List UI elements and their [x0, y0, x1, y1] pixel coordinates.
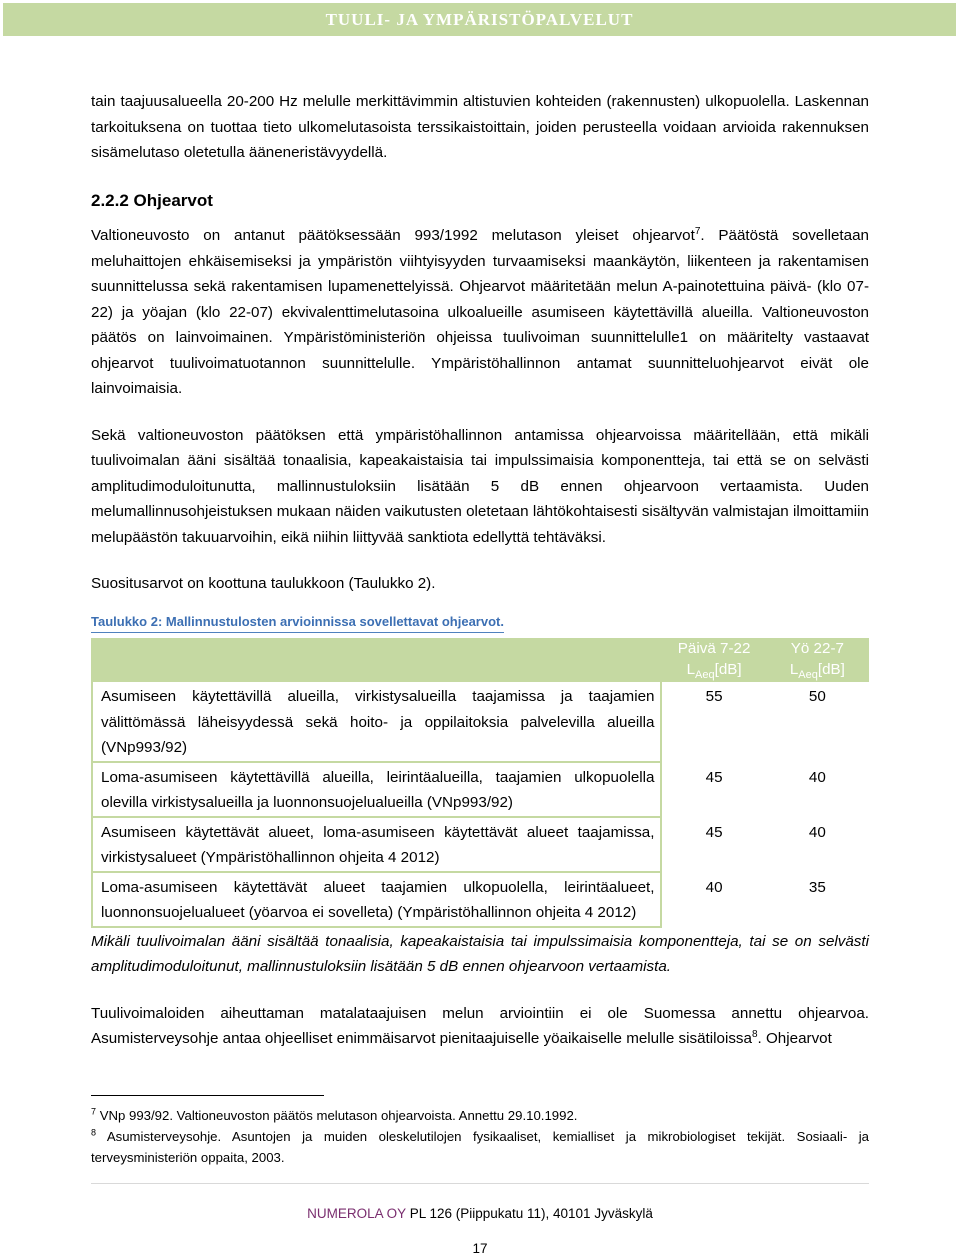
row-day-value: 45	[705, 768, 723, 786]
footnote-item: $^7$ VNp 993/92. Valtioneuvoston päätös melutason ohjearvoista. Annettu 29.10.1992.	[91, 1106, 578, 1123]
footnote-ref-8[interactable]: 8	[751, 1028, 758, 1040]
row-day-value: 40	[705, 878, 723, 896]
guideline-table	[91, 638, 869, 928]
footer-separator	[91, 1183, 869, 1184]
paragraph-tonal: Sekä valtioneuvoston päätöksen että ympäristöhallinnon antamissa ohjearvoissa määritellään, että mikäli tuulivoimalan ääni sisältää tonaalisia, kapeakaistaisia tai impulssimaisia komponentteja, tai että se on selvästi amplitudimoduloitunutta, mallinnustuloksiin lisätään 5 dB ennen ohjearvoon vertaamista. Uuden melumallinnusohjeistuksen mukaan näiden vaikutusten oletetaan lähtökohtaisesti sisältyvän valmistajan ilmoittamiin melupäästön takuuarvoihin, eikä niihin liittyvää sanktiota edellyttä tehtäväksi.	[91, 426, 869, 546]
footer-company: NUMEROLA OY	[307, 1206, 406, 1221]
footnote-ref-7[interactable]: 7	[694, 225, 701, 237]
page-footer	[0, 1206, 960, 1221]
intro-paragraph: tain taajuusalueella 20-200 Hz melulle merkittävimmin altistuvien kohteiden (rakennusten) ulkopuolella. Laskennan tarkoituksena on tuottaa tieto ulkomelutasoista terssikaistoittain, joiden perusteella voidaan arvioida rakennuksen sisämelutaso oletetulla ääneneristävyydellä.	[91, 93, 869, 161]
row-night-value: 50	[808, 688, 826, 705]
table-header-row	[91, 638, 869, 682]
footer-address: PL 126 (Piippukatu 11), 40101 Jyväskylä	[409, 1206, 653, 1221]
page-header-bar	[3, 3, 956, 36]
page-number: 17	[472, 1241, 488, 1256]
table-row	[91, 763, 869, 818]
header-day: Päivä 7-22 $L_{Aeq}[dB]$	[662, 638, 765, 682]
footnote-separator	[91, 1095, 324, 1096]
footnote-item: $^8$ Asumisterveysohje. Asuntojen ja muiden oleskelutilojen fysikaaliset, kemialliset ja mikrobiologiset tekijät. Sosiaali- ja terveysministeriön oppaita, 2003.	[91, 1127, 870, 1165]
row-night-value: 35	[808, 878, 826, 896]
table-row	[91, 873, 869, 928]
table-caption: Taulukko 2: Mallinnustulosten arvioinnissa sovellettavat ohjearvot.	[91, 613, 504, 631]
table-note: Mikäli tuulivoimalan ääni sisältää tonaalisia, kapeakaistaisia tai impulssimaisia komponentteja, tai se on selvästi amplitudimoduloitunut, mallinnustuloksiin lisätään 5 dB ennen ohjearvoon vertaamista.	[91, 932, 869, 975]
table-row	[91, 682, 869, 763]
row-description: Loma-asumiseen käytettävät alueet taajamien ulkopuolella, leirintäalueet, luonnonsuojelualueet (yöarvoa ei sovelleta) (Ympäristöhallinnon ohjeita 4 2012)	[91, 873, 662, 928]
document-body	[91, 89, 869, 1052]
row-night-value: 40	[808, 768, 826, 786]
row-description: Asumiseen käytettävillä alueilla, virkistysalueilla taajamissa ja taajamien välittömässä läheisyydessä sekä hoito- ja oppilaitoksia palvelevilla alueilla (VNp993/92)	[91, 682, 662, 763]
row-description: Asumiseen käytettävät alueet, loma-asumiseen käytettävät alueet taajamissa, virkistysalueet (Ympäristöhallinnon ohjeita 4 2012)	[91, 818, 662, 873]
header-night: Yö 22-7 $L_{Aeq}[dB]$	[766, 638, 869, 682]
row-day-value: 45	[705, 823, 723, 841]
header-empty-cell	[91, 638, 662, 682]
table-row	[91, 818, 869, 873]
section-heading: 2.2.2 Ohjearvot	[91, 190, 213, 210]
footnotes	[91, 1105, 869, 1168]
row-day-value: 55	[705, 688, 723, 705]
row-description: Loma-asumiseen käytettävillä alueilla, leirintäalueilla, taajamien ulkopuolella olevilla virkistysalueilla ja luonnonsuojelualueilla (VNp993/92)	[91, 763, 662, 818]
caption-underline	[91, 632, 504, 633]
closing-paragraph: Tuulivoimaloiden aiheuttaman matalataajuisen melun arviointiin ei ole Suomessa annettu ohjearvoa. Asumisterveysohje antaa ohjeelliset enimmäisarvot pienitaajuiselle yöaikaiselle melulle sisätiloissa$^8$. Ohjearvot	[91, 1004, 869, 1047]
paragraph-ohjearvot: Valtioneuvosto on antanut päätöksessään 993/1992 melutason yleiset ohjearvot$^7$. Päätöstä sovelletaan meluhaittojen ehkäisemiseksi ja ympäristön viihtyisyyden turvaamiseksi maankäytön, liikenteen ja rakentamisen suunnittelussa sekä rakentamisen lupamenettelyissä. Ohjearvot määritetään melun A-painotettuina päivä- (klo 07-22) ja yöajan (klo 22-07) ekvivalenttimelutasoina ulkoalueille asumiseen käytettävillä alueilla. Valtioneuvoston päätös on lainvoimainen. Ympäristöministeriön ohjeissa tuulivoiman suunnittelulle1 on määritelty vastaavat ohjearvot tuulivoimatuotannon suunnittelulle. Ympäristöhallinnon antamat suunnitteluohjearvot eivät ole lainvoimaisia.	[91, 225, 869, 397]
row-night-value: 40	[808, 823, 826, 841]
header-title: TUULI- JA YMPÄRISTÖPALVELUT	[325, 9, 634, 29]
paragraph-summary: Suositusarvot on koottuna taulukkoon (Taulukko 2).	[91, 575, 436, 592]
